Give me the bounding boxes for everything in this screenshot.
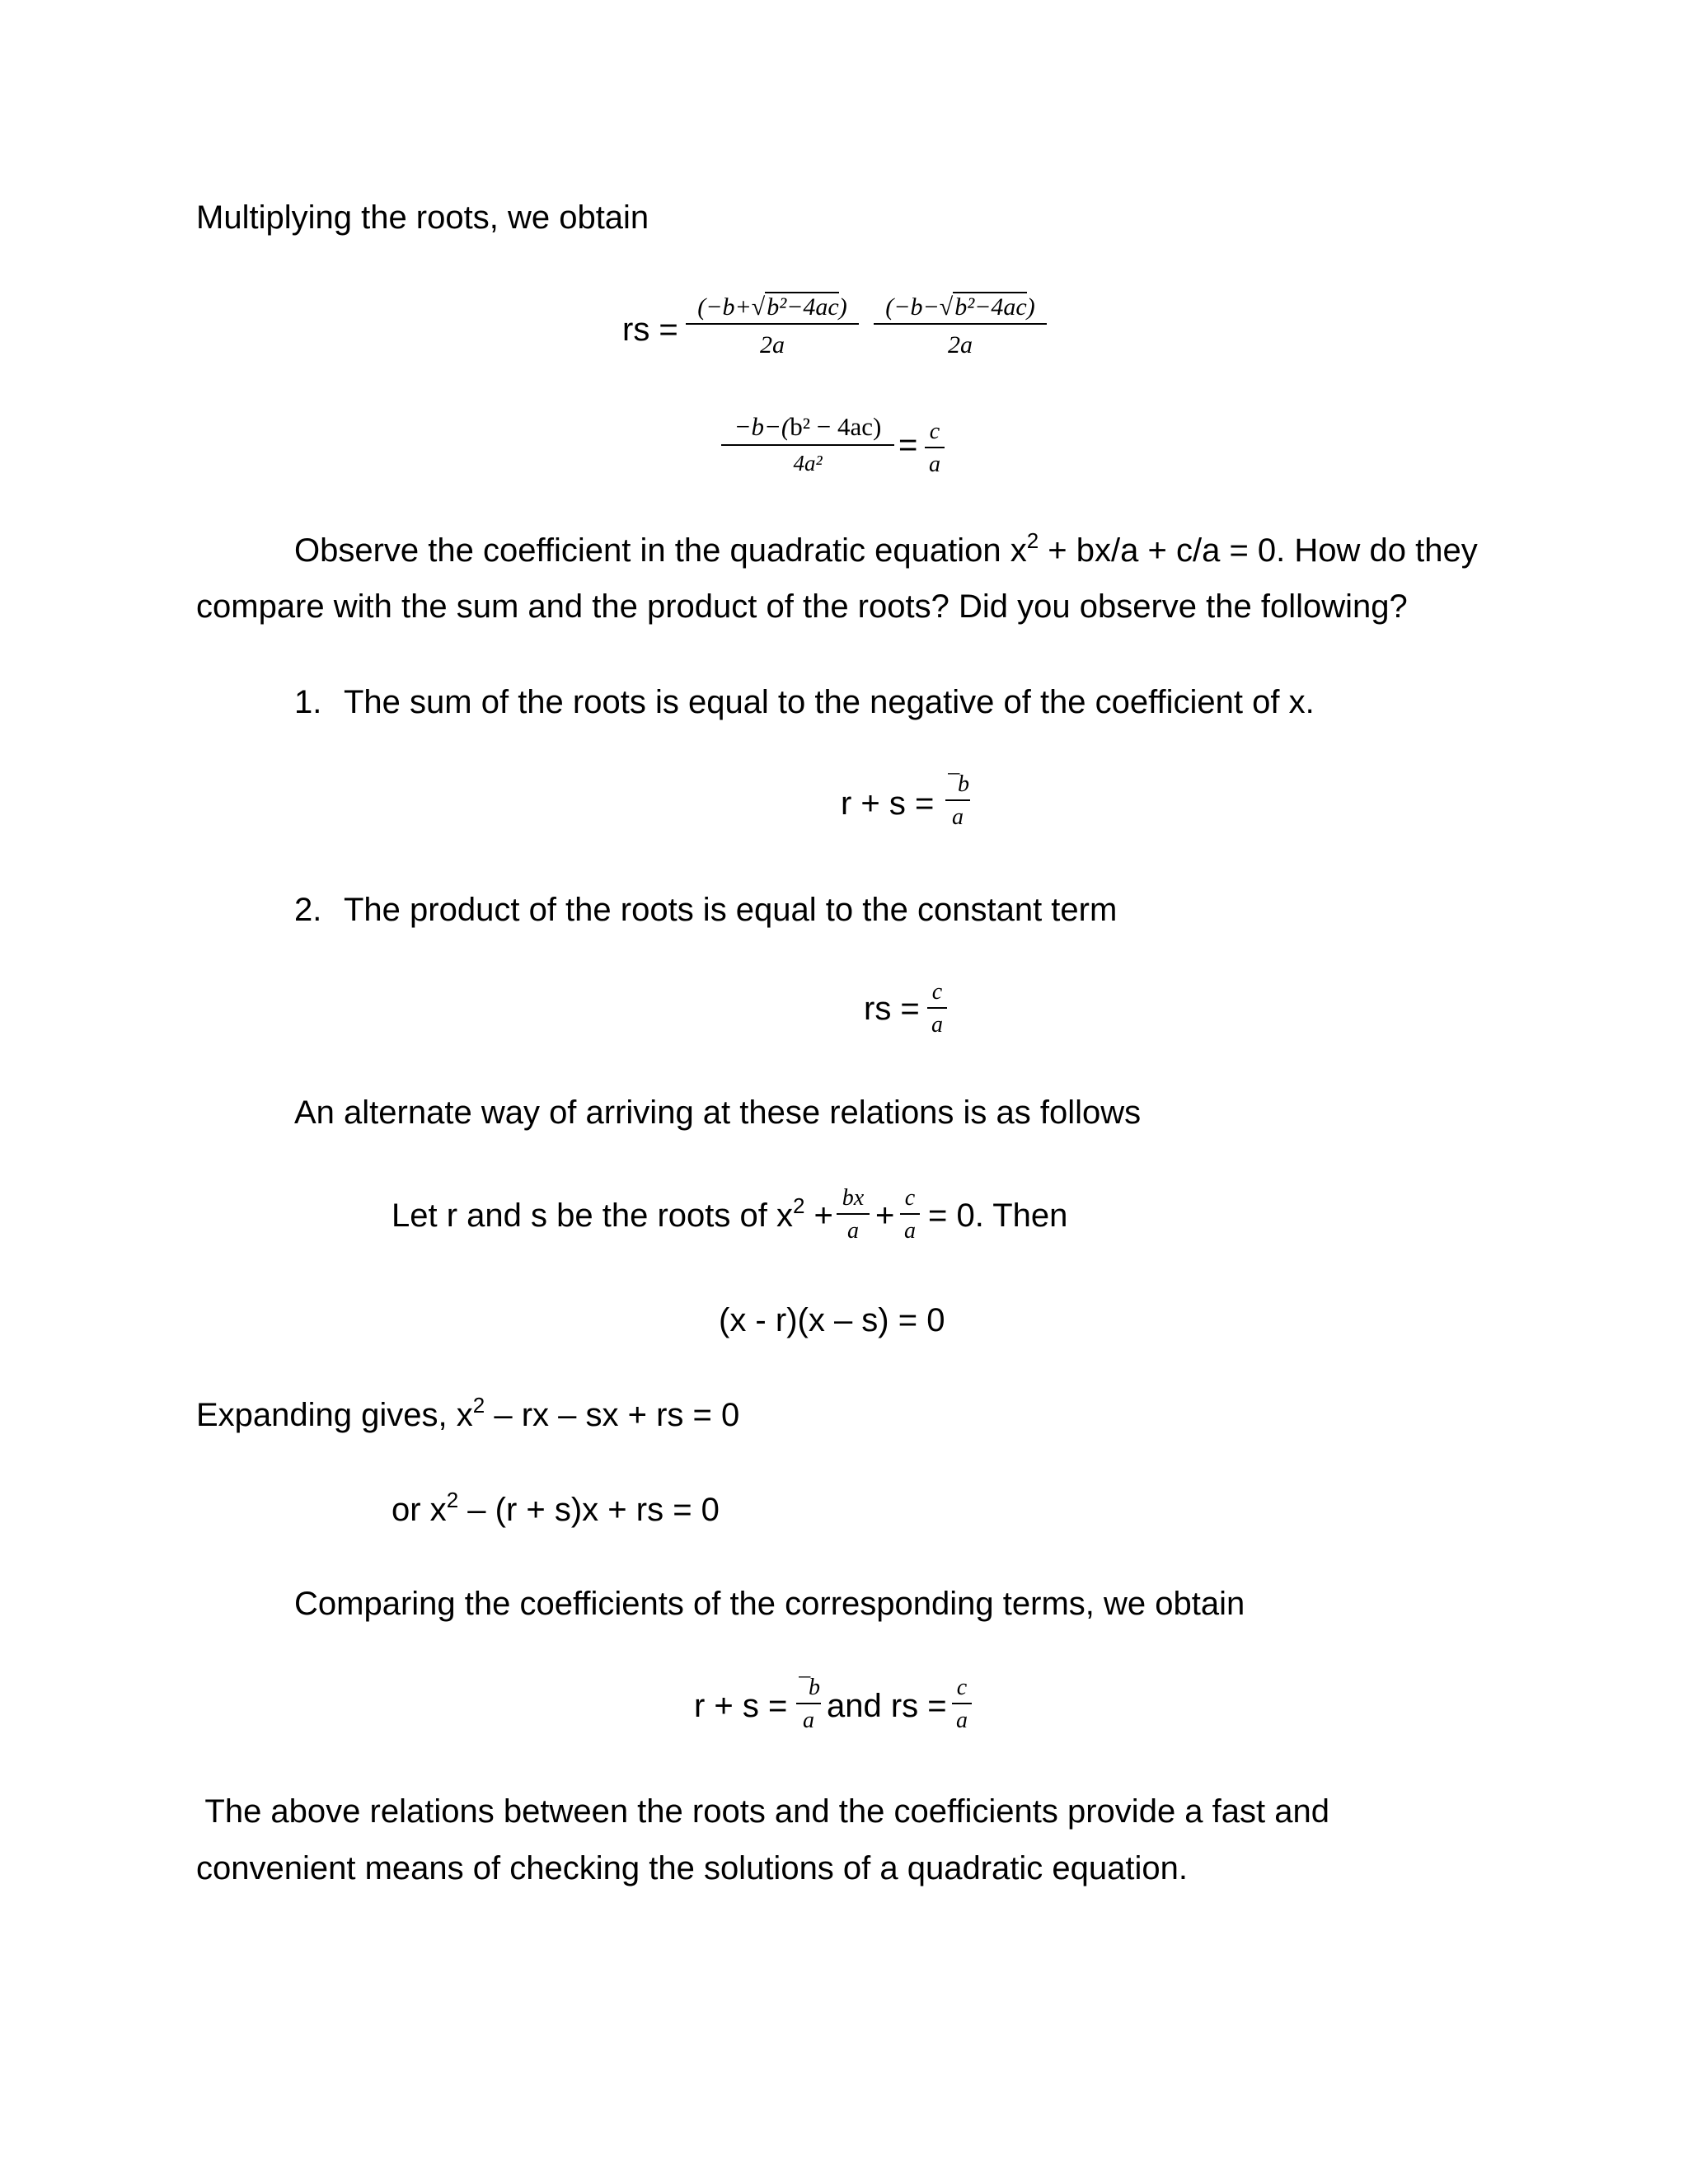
list-item-2-text: The product of the roots is equal to the constant term [344,892,1118,928]
conclusion-line-2: convenient means of checking the solutions of a quadratic equation. [196,1850,1189,1886]
rs-simplified-num: −b−(b² − 4ac) [734,412,882,441]
rs-fraction-1-den: 2a [760,331,785,359]
expanding-line: Expanding gives, $x^2$ – rx – sx + rs = 0 [196,1393,740,1433]
prod-eq-den: a [931,1012,943,1038]
prod-eq-lhs: rs = [864,991,920,1027]
final-prod-num: c [956,1675,968,1700]
alternate-text: An alternate way of arriving at these relations is as follows [294,1094,1142,1131]
bx-over-a-fraction [837,1187,870,1243]
rs-fraction-2 [874,295,1047,358]
rs-eq-lhs: rs = [622,312,678,348]
rs-simplified-equals: = [898,427,918,463]
c-over-a-num: c [929,419,940,444]
let-c-over-a-fraction [900,1187,920,1243]
sum-eq-fraction [945,773,970,829]
list-item-1-number: 1. [294,684,322,720]
let-c-over-a-num: c [904,1185,916,1211]
rs-simplified-den: 4a² [793,451,823,476]
c-over-a-den: a [929,452,940,477]
final-prod-fraction [952,1676,972,1732]
observe-line-2: compare with the sum and the product of the roots? Did you observe the following? [196,588,1408,625]
let-line-start: Let r and s be the roots of $x^2$ + [392,1193,833,1234]
c-over-a-fraction [925,420,945,476]
rs-fraction-2-num: (−b−√b²−4ac) [885,293,1035,321]
intro-text: Multiplying the roots, we obtain [196,199,649,236]
sum-eq-num: ¯b [946,771,969,797]
prod-eq-fraction [927,981,947,1037]
final-prod-den: a [956,1708,968,1733]
final-eq-mid: and rs = [827,1688,947,1724]
or-line: or $x^2 - (r + s)x$ + rs = 0 [392,1488,720,1528]
prod-eq-num: c [931,979,943,1005]
list-item-1-text: The sum of the roots is equal to the negative of the coefficient of x. [344,684,1315,720]
final-sum-num: ¯b [797,1675,820,1700]
final-sum-fraction [796,1676,821,1732]
rs-fraction-2-den: 2a [948,331,973,359]
comparing-text: Comparing the coefficients of the corresponding terms, we obtain [294,1586,1245,1622]
rs-fraction-1-num: (−b+√b²−4ac) [697,293,847,321]
rs-simplified-fraction [721,414,894,475]
final-sum-den: a [803,1708,814,1733]
list-item-2-number: 2. [294,892,322,928]
rs-fraction-1 [686,295,859,358]
let-plus: + [875,1197,895,1234]
conclusion-line-1: The above relations between the roots and the coefficients provide a fast and [196,1793,1329,1830]
factored-equation: (x - r)(x – s) = 0 [719,1302,945,1338]
sum-eq-den: a [952,804,964,830]
let-c-over-a-den: a [904,1218,916,1244]
final-eq-lhs: r + s = [694,1688,788,1724]
sum-eq-lhs: r + s = [841,785,935,822]
observe-line-1: Observe the coefficient in the quadratic equation $x^2 + bx/a + c/a = 0$. How do they [294,528,1478,569]
bx-over-a-den: a [847,1218,859,1244]
bx-over-a-num: bx [842,1185,865,1211]
let-line-end: = 0. Then [928,1197,1068,1234]
